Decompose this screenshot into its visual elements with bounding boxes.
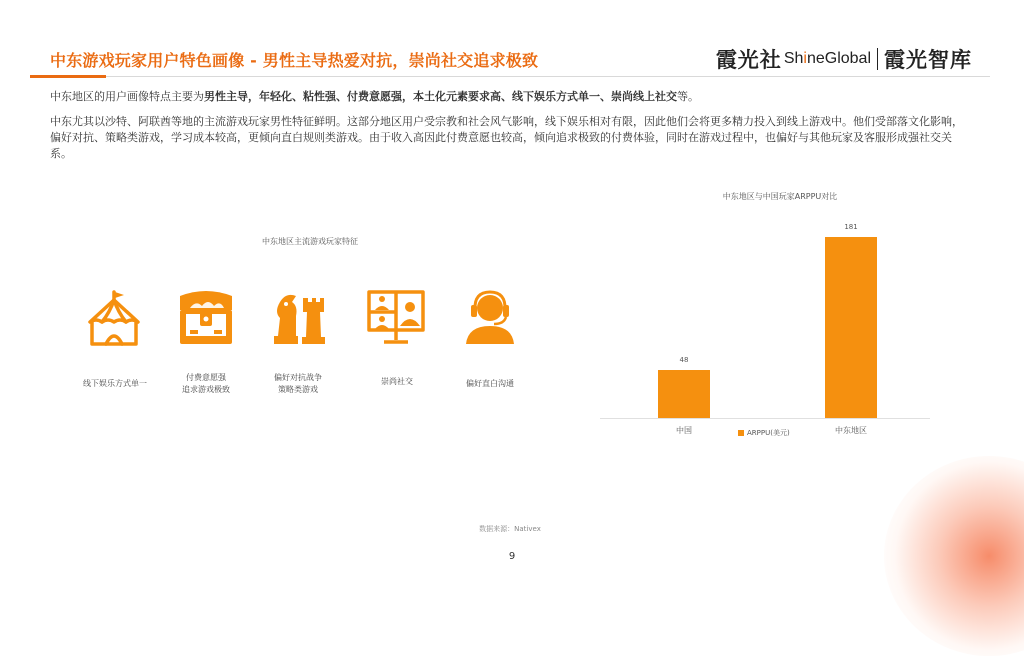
bar-middle-east — [825, 237, 877, 418]
value-label-middle-east: 181 — [844, 223, 858, 231]
intro-lead: 中东地区的用户画像特点主要为 — [50, 90, 204, 103]
bar-china — [658, 370, 710, 418]
feature-label-strategy — [253, 372, 343, 396]
intro-paragraph — [50, 89, 970, 105]
chess-pieces-icon — [268, 288, 328, 348]
treasure-chest-icon — [176, 288, 236, 348]
category-label-middle-east: 中东地区 — [835, 426, 867, 435]
legend-label: ARPPU(美元) — [747, 429, 790, 437]
body-paragraph: 中东尤其以沙特、阿联酋等地的主流游戏玩家男性特征鲜明。这部分地区用户受宗教和社会风气影响，线下娱乐相对有限，因此他们会将更多精力投入到线上游戏中。他们受部落文化影响，偏好对抗、策略类游戏，学习成本较高，更倾向直白规则类游戏。由于收入高因此付费意愿也较高，倾向追求极致的付费体验，同时在游戏过程中，也偏好与其他玩家及客服形成强社交关系。 — [50, 115, 963, 160]
chart-baseline — [600, 418, 930, 419]
feature-label-line1: 付费意愿强 — [186, 373, 226, 382]
logo-en-prefix: Sh — [783, 50, 804, 67]
category-label-china: 中国 — [676, 426, 692, 435]
feature-label-payment — [161, 372, 251, 396]
page-number: 9 — [508, 551, 516, 562]
corner-decoration — [884, 456, 1024, 656]
logo-think-tank: 霞光智库 — [884, 48, 972, 72]
feature-label-offline-entertainment — [70, 378, 160, 390]
title-divider — [30, 76, 990, 77]
intro-tail: 等。 — [677, 90, 699, 103]
feature-label-line1: 崇尚社交 — [381, 377, 413, 386]
features-title: 中东地区主流游戏玩家特征 — [262, 237, 358, 246]
logo-shineglobal-cn: 霞光社 — [715, 48, 782, 72]
title-accent-bar — [30, 75, 106, 78]
circus-tent-icon — [84, 288, 144, 348]
video-call-icon — [366, 288, 426, 348]
logo-shineglobal-en — [784, 50, 871, 68]
feature-label-line2: 追求游戏极致 — [182, 385, 230, 394]
logo-en-highlight: i — [803, 50, 807, 67]
feature-label-line1: 偏好直白沟通 — [466, 379, 514, 388]
logo-en-suffix: neGlobal — [806, 50, 871, 67]
feature-label-line1: 线下娱乐方式单一 — [83, 379, 147, 388]
logo-separator — [877, 48, 878, 70]
source-note: 数据来源：Nativex — [479, 525, 541, 533]
feature-label-communication — [445, 378, 535, 390]
feature-label-line2: 策略类游戏 — [278, 385, 318, 394]
page-title: 中东游戏玩家用户特色画像 - 男性主导热爱对抗，崇尚社交追求极致 — [50, 51, 539, 70]
feature-label-social — [352, 376, 442, 388]
feature-label-line1: 偏好对抗战争 — [274, 373, 322, 382]
intro-bold: 男性主导，年轻化、粘性强、付费意愿强，本土化元素要求高、线下娱乐方式单一、崇尚线上社交 — [204, 90, 677, 103]
value-label-china: 48 — [679, 356, 689, 364]
chart-title: 中东地区与中国玩家ARPPU对比 — [722, 192, 838, 201]
brand-logo — [716, 44, 972, 74]
legend-swatch — [738, 430, 744, 436]
headset-user-icon — [460, 288, 520, 348]
chart-legend — [738, 428, 790, 438]
